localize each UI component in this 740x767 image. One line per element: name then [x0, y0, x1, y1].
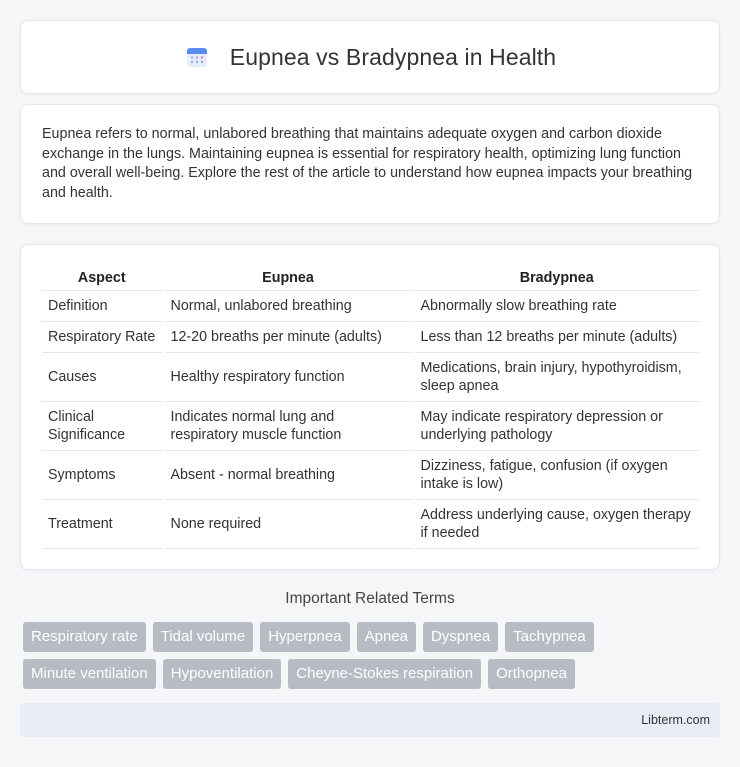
tag-hypoventilation[interactable]: Hypoventilation [163, 659, 282, 689]
header-eupnea: Eupnea [163, 265, 413, 290]
table-row [42, 401, 699, 450]
table-cell: 12-20 breaths per minute (adults) [163, 321, 413, 352]
table-cell: Treatment [42, 499, 163, 548]
tag-respiratory-rate[interactable]: Respiratory rate [23, 622, 146, 652]
tag-tidal-volume[interactable]: Tidal volume [153, 622, 253, 652]
related-terms-title: Important Related Terms [285, 590, 455, 607]
tag-minute-ventilation[interactable]: Minute ventilation [23, 659, 156, 689]
table-cell: Normal, unlabored breathing [163, 290, 413, 321]
table-cell: None required [163, 499, 413, 548]
tag-orthopnea[interactable]: Orthopnea [488, 659, 575, 689]
table-cell: Medications, brain injury, hypothyroidism, sleep apnea [413, 352, 699, 401]
table-cell: Less than 12 breaths per minute (adults) [413, 321, 699, 352]
tag-row [23, 659, 723, 689]
footer-site-link[interactable]: Libterm.com [641, 713, 710, 727]
tag-dyspnea[interactable]: Dyspnea [423, 622, 498, 652]
page-title: Eupnea vs Bradypnea in Health [229, 43, 557, 70]
footer [20, 703, 720, 737]
header-bradypnea: Bradypnea [413, 265, 699, 290]
table-cell: Dizziness, fatigue, confusion (if oxygen intake is low) [413, 450, 699, 499]
table-cell: Respiratory Rate [42, 321, 163, 352]
table-cell: Indicates normal lung and respiratory muscle function [163, 401, 413, 450]
table-cell: Abnormally slow breathing rate [413, 290, 699, 321]
comparison-table [42, 265, 699, 549]
tag-apnea[interactable]: Apnea [357, 622, 416, 652]
tag-hyperpnea[interactable]: Hyperpnea [260, 622, 349, 652]
table-row [42, 290, 699, 321]
table-cell: May indicate respiratory depression or underlying pathology [413, 401, 699, 450]
calendar-icon [184, 44, 210, 70]
table-header-row [42, 265, 699, 290]
table-row [42, 450, 699, 499]
table-cell: Definition [42, 290, 163, 321]
related-terms [23, 622, 723, 696]
intro-card [20, 104, 720, 224]
page-header [20, 20, 720, 94]
table-cell: Healthy respiratory function [163, 352, 413, 401]
header-aspect: Aspect [42, 265, 163, 290]
table-cell: Clinical Significance [42, 401, 163, 450]
table-cell: Absent - normal breathing [163, 450, 413, 499]
tag-tachypnea[interactable]: Tachypnea [505, 622, 594, 652]
tag-row [23, 622, 723, 652]
table-cell: Causes [42, 352, 163, 401]
table-row [42, 499, 699, 548]
intro-text: Eupnea refers to normal, unlabored breathing that maintains adequate oxygen and carbon dioxide exchange in the lungs. Maintaining eupnea is essential for respiratory health, optimizing lung function and overall well-being. Explore the rest of the article to understand how eupnea impacts your breathing and health. [42, 126, 693, 201]
table-row [42, 321, 699, 352]
table-cell: Symptoms [42, 450, 163, 499]
table-row [42, 352, 699, 401]
table-cell: Address underlying cause, oxygen therapy if needed [413, 499, 699, 548]
comparison-card [20, 244, 720, 570]
tag-cheyne-stokes-respiration[interactable]: Cheyne-Stokes respiration [288, 659, 481, 689]
